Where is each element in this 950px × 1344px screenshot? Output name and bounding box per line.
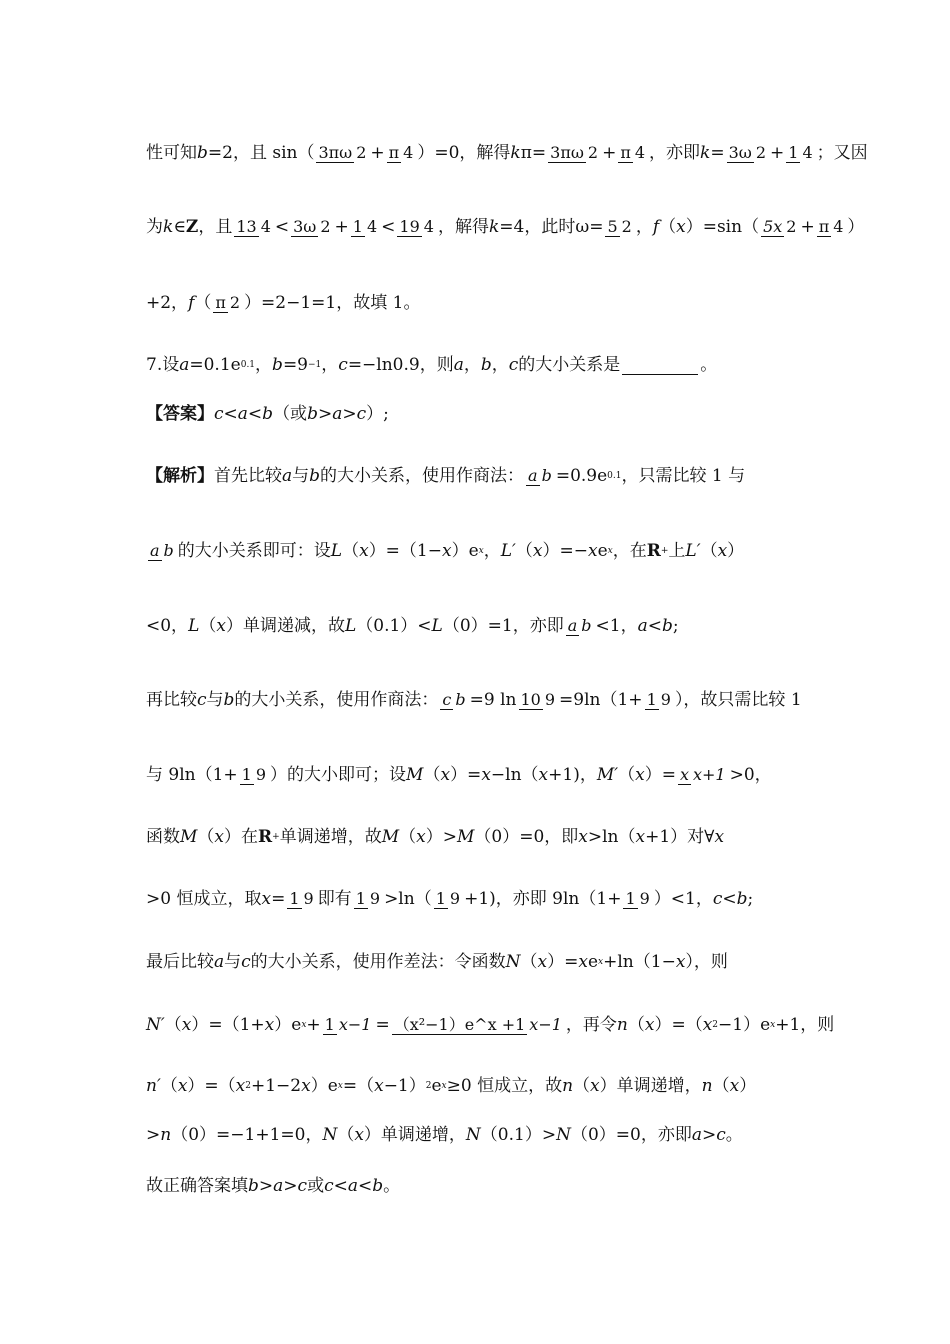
- fraction: a b: [528, 466, 552, 485]
- var: k: [510, 143, 521, 163]
- fraction: 10 9: [520, 690, 556, 709]
- fraction: a b: [150, 541, 174, 560]
- fraction: 1 4: [352, 217, 378, 236]
- text: 性可知: [146, 143, 197, 163]
- text: ）=0，解得: [417, 143, 511, 163]
- answer-label: 【答案】: [146, 404, 214, 424]
- fraction: 1 9: [435, 889, 461, 908]
- var: k: [700, 143, 711, 163]
- analysis-line-2: a b 的大小关系即可：设 L （ x ）=（1− x ）e x ， L′ （ x ）=− x e x ，在 R + 上 L′ （ x ）: [150, 541, 745, 561]
- fraction: 1 9: [355, 889, 381, 908]
- answer-blank: [622, 356, 698, 375]
- analysis-line-4: 再比较 c 与 b 的大小关系，使用作商法： c b =9 ln 10 9 =9ln（1+ 1 9 ），故只需比较 1: [146, 690, 802, 710]
- text-line-1: [146, 140, 868, 166]
- fraction: 3πω 2: [550, 143, 599, 162]
- analysis-line-10: n′ （ x ）=（ x 2 +1−2 x ）e x =（ x −1） 2 e x ≥0 恒成立，故 n （ x ）单调递增， n （ x ）: [146, 1076, 757, 1096]
- fraction: 1 9: [289, 889, 314, 908]
- analysis-line-5: 与 9ln（1+ 1 9 ）的大小即可；设 M （ x ）= x −ln（ x +1)， M′ （ x ）= x x+1 >0，: [146, 765, 772, 785]
- fraction: a b: [567, 616, 592, 635]
- analysis-line-11: > n （0）=−1+1=0， N （ x ）单调递增， N （0.1）> N （0）=0，亦即 a > c 。: [146, 1125, 743, 1145]
- fraction: 1 x−1: [324, 1015, 372, 1034]
- fraction: 5 2: [607, 217, 632, 236]
- var: b: [197, 143, 208, 163]
- fraction: 19 4: [399, 217, 434, 236]
- fraction: c b: [442, 690, 466, 709]
- final-answer-line: 故正确答案填 b > a > c 或 c < a < b 。: [146, 1176, 401, 1196]
- fraction: 5x 2: [763, 217, 797, 236]
- text: =: [710, 143, 725, 163]
- analysis-line-6: 函数 M （ x ）在 R + 单调递增，故 M （ x ）> M （0）=0，即 x >ln（ x +1）对∀ x: [146, 827, 725, 847]
- fraction: π 4: [388, 143, 414, 162]
- text: +: [602, 143, 617, 163]
- fraction: 1 9: [241, 765, 267, 784]
- answer-line: 【答案】 c < a < b （或 b > a > c ）;: [146, 401, 806, 427]
- fraction: π 2: [215, 293, 241, 312]
- text: =2，且 sin（: [207, 143, 315, 163]
- analysis-line-7: >0 恒成立，取 x = 1 9 即有 1 9 >ln（ 1 9 +1)，亦即 9ln（1+ 1 9 ）<1， c < b ;: [146, 889, 754, 909]
- question-7: 7.设 a =0.1e 0.1 ， b =9 −1 ， c =−ln0.9，则 a ， b ， c 的大小关系是 。: [146, 355, 718, 375]
- fraction: 1 4: [788, 143, 813, 162]
- fraction: 1 9: [625, 889, 650, 908]
- fraction: 3πω 2: [318, 143, 367, 162]
- text: +: [370, 143, 385, 163]
- analysis-line-8: 最后比较 a 与 c 的大小关系，使用作差法：令函数 N （ x ）= x e x +ln（1− x ），则: [146, 952, 728, 972]
- text-line-3: +2， f （ π 2 ）=2−1=1，故填 1。: [146, 293, 421, 313]
- analysis-line-9: N′ （ x ）=（1+ x ）e x + 1 x−1 = （x²−1）e^x +1 x−1 ，再令 n （ x ）=（ x 2 −1）e x +1，则: [146, 1015, 835, 1035]
- text: π=: [520, 143, 547, 163]
- text: +: [770, 143, 785, 163]
- fraction: 13 4: [236, 217, 271, 236]
- fraction: π 4: [818, 217, 844, 236]
- text-line-2: 为 k ∈ Z ，且 13 4 < 3ω 2 + 1 4 < 19 4 ，解得 k =4，此时ω= 5 2 ， f （ x ）=sin（ 5x 2 + π 4 ）: [146, 217, 865, 237]
- fraction: 1 9: [646, 690, 671, 709]
- fraction: （x²−1）e^x +1 x−1: [393, 1015, 562, 1034]
- text: ；又因: [816, 143, 868, 163]
- analysis-line-1: 【解析】 首先比较 a 与 b 的大小关系，使用作商法： a b =0.9e 0.1 ，只需比较 1 与: [146, 463, 806, 489]
- fraction: 3ω 2: [728, 143, 767, 162]
- fraction: 3ω 2: [293, 217, 331, 236]
- text: ，亦即: [649, 143, 701, 163]
- analysis-label: 【解析】: [146, 466, 214, 486]
- fraction: x x+1: [679, 765, 726, 784]
- fraction: π 4: [620, 143, 646, 162]
- analysis-line-3: <0， L （ x ）单调递减，故 L （0.1）< L （0）=1，亦即 a b <1， a < b ;: [146, 616, 679, 636]
